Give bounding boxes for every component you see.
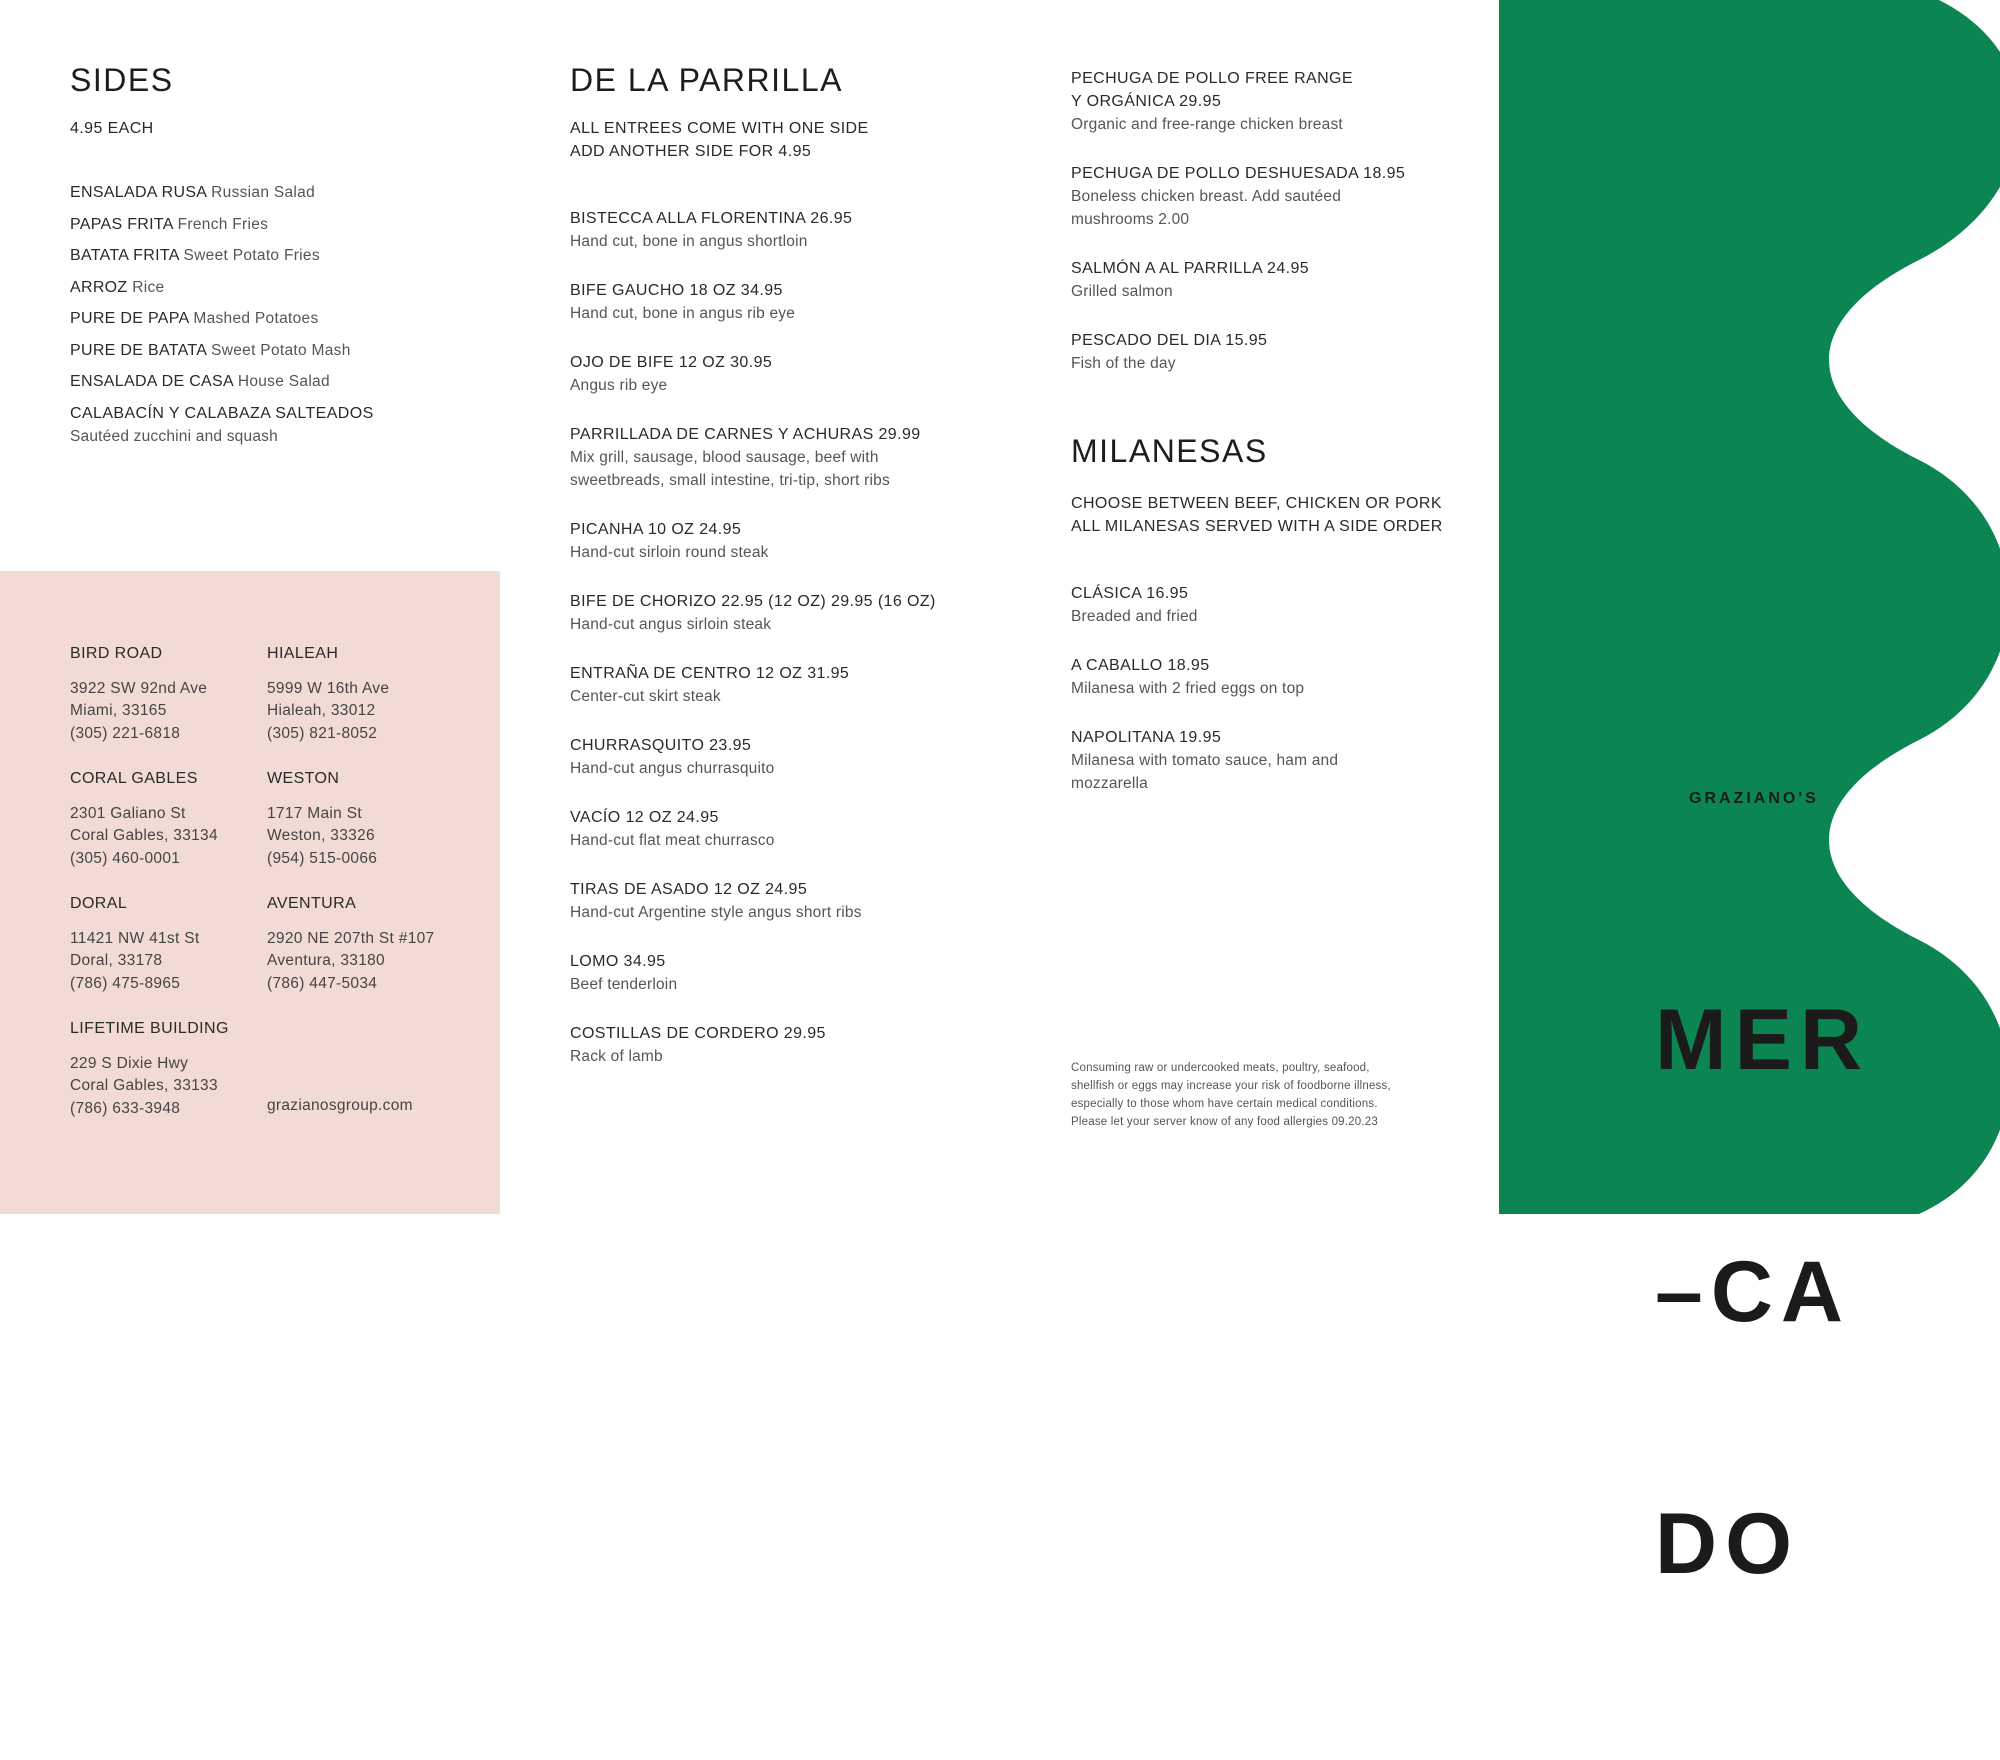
disclaimer-line: Please let your server know of any food allergies 09.20.23: [1071, 1116, 1378, 1128]
brand-big-title: [1655, 830, 1955, 1754]
parrilla-note-line: ADD ANOTHER SIDE FOR 4.95: [570, 143, 812, 160]
side-translation: French Fries: [177, 215, 269, 233]
side-name: PURE DE BATATA: [70, 341, 207, 359]
location-city: Miami, 33165: [70, 702, 167, 719]
menu-item: [570, 662, 1010, 708]
menu-item-name: NAPOLITANA 19.95: [1071, 729, 1222, 746]
milanesas-note-line: ALL MILANESAS SERVED WITH A SIDE ORDER: [1071, 518, 1443, 535]
location-name: WESTON: [267, 770, 340, 787]
parrilla-section: [570, 62, 1010, 1094]
menu-item-desc: Hand-cut sirloin round steak: [570, 544, 769, 561]
disclaimer-line: shellfish or eggs may increase your risk of foodborne illness,: [1071, 1080, 1391, 1092]
location-address: 1717 Main St: [267, 804, 362, 822]
menu-item-desc: mushrooms 2.00: [1071, 211, 1190, 228]
brand-line: DO: [1655, 1496, 1800, 1592]
menu-item-name: COSTILLAS DE CORDERO 29.95: [570, 1025, 826, 1042]
side-name: ENSALADA DE CASA: [70, 373, 234, 390]
disclaimer-line: especially to those whom have certain medical conditions.: [1071, 1098, 1378, 1110]
menu-item-desc: Hand cut, bone in angus rib eye: [570, 305, 796, 322]
menu-item-desc: Hand cut, bone in angus shortloin: [570, 233, 808, 250]
location-phone[interactable]: (305) 821-8052: [267, 724, 378, 742]
menu-item-name: SALMÓN A AL PARRILLA 24.95: [1071, 260, 1310, 277]
list-item: [70, 303, 490, 335]
parrilla-title: DE LA PARRILLA: [570, 62, 843, 98]
brand-line: MER: [1655, 992, 1871, 1088]
menu-item: [570, 806, 1010, 852]
menu-item: [570, 351, 1010, 397]
menu-item: [1071, 726, 1491, 795]
parrilla-list: [570, 207, 1010, 1068]
menu-item-name: CHURRASQUITO 23.95: [570, 737, 752, 754]
location-phone[interactable]: (786) 475-8965: [70, 974, 181, 992]
location-address: 2920 NE 207th St #107: [267, 929, 435, 947]
menu-item: [1071, 329, 1491, 375]
menu-item: [570, 518, 1010, 564]
menu-item-desc: Mix grill, sausage, blood sausage, beef with: [570, 449, 879, 466]
side-translation: Sweet Potato Mash: [211, 341, 351, 359]
menu-item-name: PARRILLADA DE CARNES Y ACHURAS 29.99: [570, 426, 921, 443]
menu-item-name: A CABALLO 18.95: [1071, 657, 1210, 674]
list-item: [70, 335, 490, 367]
milanesas-title: MILANESAS: [1071, 433, 1268, 469]
list-item: [70, 240, 490, 272]
menu-item: [570, 878, 1010, 924]
menu-item-desc: Grilled salmon: [1071, 283, 1173, 300]
list-item: [70, 366, 490, 398]
location-name: DORAL: [70, 895, 128, 912]
side-translation: Rice: [132, 278, 165, 296]
list-item: [70, 209, 490, 241]
menu-item: [570, 590, 1010, 636]
location-block: [267, 768, 377, 870]
sides-title: SIDES: [70, 62, 174, 98]
menu-item: [570, 207, 1010, 253]
menu-item: [1071, 257, 1491, 303]
menu-item-name: ENTRAÑA DE CENTRO 12 OZ 31.95: [570, 665, 850, 682]
menu-item-name: PECHUGA DE POLLO FREE RANGE: [1071, 70, 1353, 87]
sides-price-note: 4.95 EACH: [70, 120, 154, 137]
milanesas-section: [1071, 433, 1491, 821]
location-city: Weston, 33326: [267, 827, 375, 844]
menu-item: [570, 734, 1010, 780]
menu-item-desc: Beef tenderloin: [570, 976, 678, 993]
parrilla-note-line: ALL ENTREES COME WITH ONE SIDE: [570, 120, 869, 137]
side-name: PURE DE PAPA: [70, 310, 189, 327]
side-name: BATATA FRITA: [70, 247, 179, 264]
side-name: ARROZ: [70, 278, 128, 296]
menu-item-name: BIFE GAUCHO 18 OZ 34.95: [570, 282, 783, 299]
menu-item-desc: Center-cut skirt steak: [570, 688, 721, 705]
location-block: [70, 768, 218, 870]
location-name: CORAL GABLES: [70, 770, 198, 787]
menu-item: [1071, 67, 1491, 136]
brand-logo: [1655, 790, 1955, 1754]
menu-item-name: LOMO 34.95: [570, 953, 666, 970]
menu-item-name: Y ORGÁNICA 29.95: [1071, 93, 1222, 110]
menu-item-name: PESCADO DEL DIA 15.95: [1071, 332, 1268, 349]
location-address: 5999 W 16th Ave: [267, 679, 390, 697]
side-translation: House Salad: [237, 373, 330, 390]
list-item: [70, 402, 490, 448]
location-phone[interactable]: (786) 633-3948: [70, 1099, 181, 1117]
location-city: Coral Gables, 33134: [70, 827, 218, 844]
side-translation: Sautéed zucchini and squash: [70, 427, 278, 445]
sides-list: [70, 177, 490, 448]
menu-item-desc: Hand-cut angus sirloin steak: [570, 616, 772, 633]
menu-item: [1071, 162, 1491, 231]
menu-item: [1071, 582, 1491, 628]
location-address: 229 S Dixie Hwy: [70, 1054, 189, 1072]
location-block: [267, 893, 434, 995]
side-name: ENSALADA RUSA: [70, 184, 207, 201]
menu-item-name: TIRAS DE ASADO 12 OZ 24.95: [570, 881, 808, 898]
location-block: [267, 643, 389, 745]
allergy-disclaimer: [1071, 1059, 1471, 1131]
menu-item-name: BIFE DE CHORIZO 22.95 (12 OZ) 29.95 (16 OZ): [570, 593, 936, 610]
brand-line: –CA: [1655, 1244, 1852, 1340]
menu-item-desc: Breaded and fried: [1071, 608, 1198, 625]
menu-item: [570, 423, 1010, 492]
website-link[interactable]: grazianosgroup.com: [267, 1097, 413, 1114]
location-city: Hialeah, 33012: [267, 702, 376, 719]
menu-item-desc: sweetbreads, small intestine, tri-tip, short ribs: [570, 472, 890, 489]
side-name: CALABACÍN Y CALABAZA SALTEADOS: [70, 404, 374, 422]
location-phone[interactable]: (305) 221-6818: [70, 724, 181, 742]
menu-item-desc: Rack of lamb: [570, 1048, 663, 1065]
list-item: [70, 177, 490, 209]
location-city: Doral, 33178: [70, 952, 163, 969]
side-translation: Mashed Potatoes: [193, 310, 319, 327]
menu-item-desc: Hand-cut Argentine style angus short ribs: [570, 904, 862, 921]
menu-item-name: PECHUGA DE POLLO DESHUESADA 18.95: [1071, 165, 1406, 182]
location-phone[interactable]: (786) 447-5034: [267, 974, 378, 992]
location-address: 2301 Galiano St: [70, 804, 186, 822]
menu-item: [1071, 654, 1491, 700]
menu-item-name: VACÍO 12 OZ 24.95: [570, 809, 719, 826]
menu-item: [570, 1022, 1010, 1068]
location-block: [70, 893, 199, 995]
location-phone[interactable]: (305) 460-0001: [70, 849, 181, 867]
location-block: [70, 643, 207, 745]
sides-section: [70, 62, 490, 448]
location-address: 3922 SW 92nd Ave: [70, 679, 208, 697]
brand-small-title: GRAZIANO'S: [1689, 790, 1819, 807]
menu-item-desc: Milanesa with 2 fried eggs on top: [1071, 680, 1305, 697]
menu-item-desc: Boneless chicken breast. Add sautéed: [1071, 188, 1342, 205]
menu-item-desc: Milanesa with tomato sauce, ham and: [1071, 752, 1339, 769]
list-item: [70, 272, 490, 304]
milanesas-note: [1071, 492, 1491, 538]
milanesas-note-line: CHOOSE BETWEEN BEEF, CHICKEN OR PORK: [1071, 495, 1442, 512]
side-translation: Russian Salad: [211, 184, 316, 201]
menu-item-desc: Hand-cut flat meat churrasco: [570, 832, 775, 849]
location-city: Coral Gables, 33133: [70, 1077, 218, 1094]
menu-item-desc: Fish of the day: [1071, 355, 1176, 372]
menu-item-name: CLÁSICA 16.95: [1071, 585, 1189, 602]
menu-item-name: PICANHA 10 OZ 24.95: [570, 521, 742, 538]
location-address: 11421 NW 41st St: [70, 929, 200, 947]
side-translation: Sweet Potato Fries: [183, 247, 320, 264]
location-phone[interactable]: (954) 515-0066: [267, 849, 378, 867]
location-city: Aventura, 33180: [267, 952, 385, 969]
menu-item-desc: mozzarella: [1071, 775, 1148, 792]
milanesas-list: [1071, 582, 1491, 795]
menu-item-name: OJO DE BIFE 12 OZ 30.95: [570, 354, 773, 371]
menu-item-desc: Hand-cut angus churrasquito: [570, 760, 775, 777]
location-name: BIRD ROAD: [70, 645, 163, 662]
location-name: HIALEAH: [267, 645, 339, 662]
menu-item: [570, 279, 1010, 325]
menu-item-name: BISTECCA ALLA FLORENTINA 26.95: [570, 210, 853, 227]
menu-item: [570, 950, 1010, 996]
location-block: [70, 1018, 229, 1120]
parrilla-note: [570, 117, 1010, 163]
disclaimer-line: Consuming raw or undercooked meats, poultry, seafood,: [1071, 1062, 1370, 1074]
location-name: LIFETIME BUILDING: [70, 1020, 229, 1037]
side-name: PAPAS FRITA: [70, 215, 173, 233]
locations-panel: [0, 571, 500, 1214]
poultry-fish-section: [1071, 67, 1491, 401]
location-name: AVENTURA: [267, 895, 357, 912]
menu-item-desc: Organic and free-range chicken breast: [1071, 116, 1343, 133]
menu-item-desc: Angus rib eye: [570, 377, 668, 394]
